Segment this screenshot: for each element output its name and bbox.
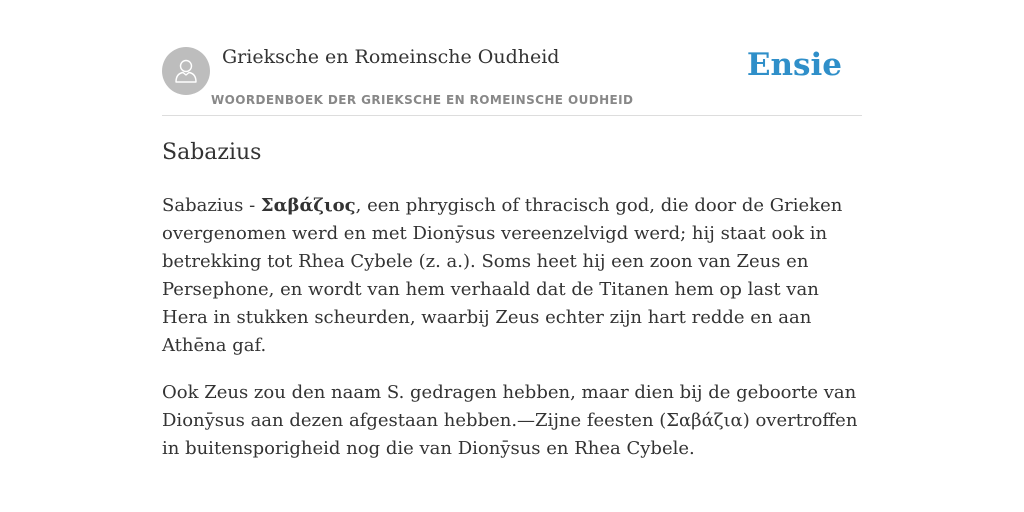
greek-term: Σαβάζιος [260, 195, 356, 216]
page-title: Sabazius [162, 140, 262, 165]
header [162, 0, 862, 116]
entry-lead: Sabazius - [162, 195, 261, 216]
user-icon [171, 56, 201, 86]
entry-body [162, 192, 862, 482]
avatar[interactable] [162, 47, 210, 95]
entry-text: , een phrygisch of thracisch god, die door de Grieken overgenomen werd en met Dionȳsus vereenzelvigd werd; hij staat ook in betrekking tot Rhea Cybele (z. a.). Soms heet hij een zoon van Zeus en Persephone, en wordt van hem verhaald dat de Titanen hem op last van Hera in stukken scheurden, waarbij Zeus echter zijn hart redde en aan Athēna gaf. [162, 195, 843, 356]
brand-logo[interactable]: Ensie [746, 47, 842, 83]
site-title[interactable]: Grieksche en Romeinsche Oudheid [222, 46, 560, 68]
entry-paragraph-1 [162, 192, 862, 360]
site-subtitle: WOORDENBOEK DER GRIEKSCHE EN ROMEINSCHE OUDHEID [211, 93, 634, 107]
entry-paragraph-2: Ook Zeus zou den naam S. gedragen hebben, maar dien bij de geboorte van Dionȳsus aan dezen afgestaan hebben.—Zijne feesten (Σαβάζια) overtroffen in buitensporigheid nog die van Dionȳsus en Rhea Cybele. [162, 382, 858, 459]
page-container [162, 0, 862, 459]
